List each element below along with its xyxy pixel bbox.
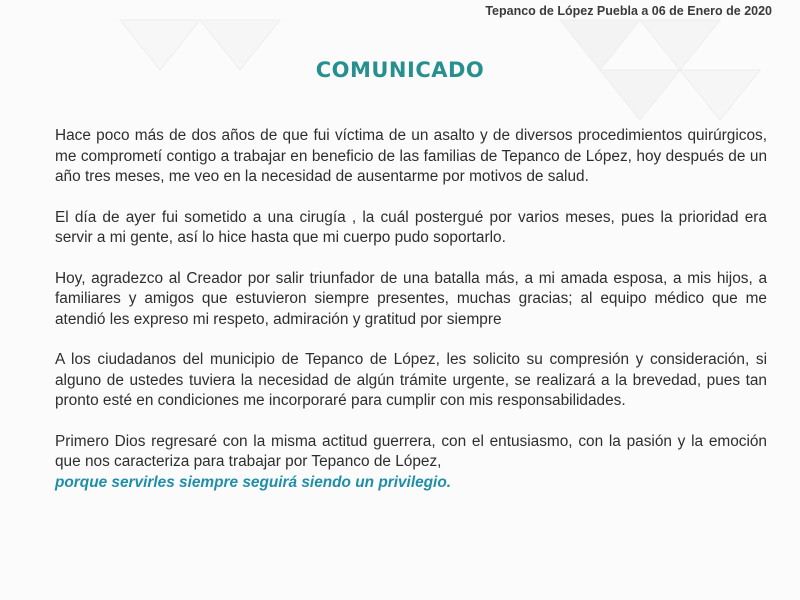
paragraph-5 bbox=[55, 432, 767, 494]
paragraph-5-text: Primero Dios regresaré con la misma actitud guerrera, con el entusiasmo, con la pasión y la emoción que nos caracteriza para trabajar por Tepanco de López, bbox=[55, 432, 767, 470]
paragraph-4: A los ciudadanos del municipio de Tepanco de López, les solicito su compresión y consideración, si alguno de ustedes tuviera la necesidad de algún trámite urgente, se realizará a la brevedad, pues tan pronto esté en condiciones me incorporaré para cumplir con mis responsabilidades. bbox=[55, 351, 767, 409]
paragraph-3: Hoy, agradezco al Creador por salir triunfador de una batalla más, a mi amada esposa, a mis hijos, a familiares y amigos que estuvieron siempre presentes, muchas gracias; al equipo médico que me atendió les expreso mi respeto, admiración y gratitud por siempre bbox=[55, 269, 767, 328]
closing-highlight: porque servirles siempre seguirá siendo un privilegio. bbox=[55, 473, 452, 491]
place-date-line: Tepanco de López Puebla a 06 de Enero de 2020 bbox=[485, 4, 772, 18]
paragraph-2: El día de ayer fui sometido a una cirugía , la cuál postergué por varios meses, pues la prioridad era servir a mi gente, así lo hice hasta que mi cuerpo pudo soportarlo. bbox=[55, 208, 767, 246]
paragraph-1: Hace poco más de dos años de que fui víctima de un asalto y de diversos procedimientos quirúrgicos, me comprometí contigo a trabajar en beneficio de las familias de Tepanco de López, hoy después de un año tres meses, me veo en la necesidad de ausentarme por motivos de salud. bbox=[55, 127, 767, 185]
statement-body bbox=[55, 126, 767, 493]
page-title: COMUNICADO bbox=[315, 58, 485, 82]
